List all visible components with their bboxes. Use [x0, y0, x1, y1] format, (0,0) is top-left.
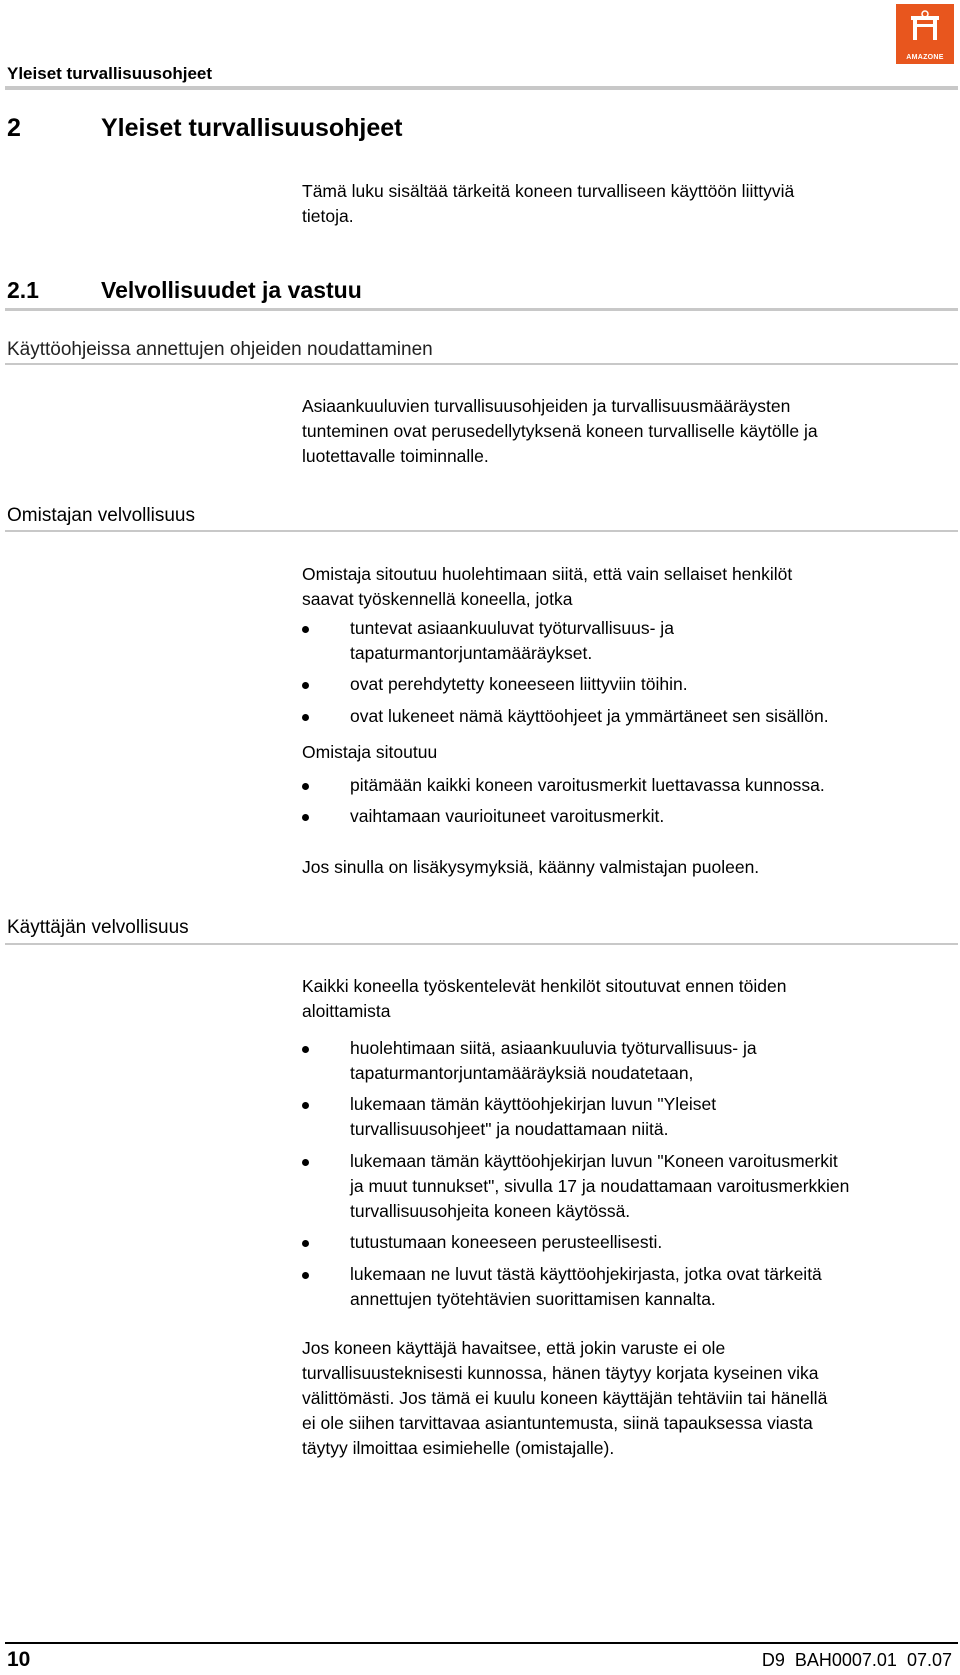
list-item-line: huolehtimaan siitä, asiaankuuluvia työturvallisuus- ja — [350, 1038, 757, 1058]
chapter-title: Yleiset turvallisuusohjeet — [101, 114, 403, 142]
running-header: Yleiset turvallisuusohjeet — [7, 64, 213, 83]
bullet-icon — [302, 783, 309, 790]
list-item — [302, 1092, 942, 1142]
list-item-line: lukemaan ne luvut tästä käyttöohjekirjasta, jotka ovat tärkeitä — [350, 1264, 822, 1284]
owner-duty-label: Omistajan velvollisuus — [7, 505, 195, 526]
owner-note: Jos sinulla on lisäkysymyksiä, käänny valmistajan puoleen. — [302, 857, 760, 877]
list-item-line: pitämään kaikki koneen varoitusmerkit luettavassa kunnossa. — [350, 775, 825, 795]
user-final-line-2: turvallisuusteknisesti kunnossa, hänen täytyy korjata kyseinen vika — [302, 1363, 819, 1383]
subsection-rule — [5, 363, 958, 365]
list-item-line: tuntevat asiaankuuluvat työturvallisuus- ja — [350, 618, 674, 638]
chapter-number: 2 — [7, 114, 21, 142]
list-item-line: turvallisuusohjeet" ja noudattamaan niitä. — [350, 1119, 669, 1139]
user-intro-line-2: aloittamista — [302, 1001, 391, 1021]
chapter-intro-line-1: Tämä luku sisältää tärkeitä koneen turvalliseen käyttöön liittyviä — [302, 181, 795, 201]
list-item-line: lukemaan tämän käyttöohjekirjan luvun "Koneen varoitusmerkit — [350, 1151, 838, 1171]
doc-code: D9 BAH0007.01 07.07 — [761, 1650, 952, 1670]
footer-rule — [5, 1642, 958, 1644]
user-final-line-4: ei ole siihen tarvittavaa asiantuntemusta, siinä tapauksessa viasta — [302, 1413, 813, 1433]
page-number: 10 — [7, 1648, 31, 1671]
bullet-icon — [302, 626, 309, 633]
list-item-line: ovat perehdytetty koneeseen liittyviin töihin. — [350, 674, 688, 694]
user-duty-label: Käyttäjän velvollisuus — [7, 917, 189, 938]
owner-intro-line-2: saavat työskennellä koneella, jotka — [302, 589, 573, 609]
bullet-icon — [302, 1102, 309, 1109]
user-rule — [5, 943, 958, 945]
bullet-icon — [302, 814, 309, 821]
user-final-line-1: Jos koneen käyttäjä havaitsee, että jokin varuste ei ole — [302, 1338, 726, 1358]
list-item — [302, 1036, 942, 1086]
list-item — [302, 704, 942, 729]
section-number: 2.1 — [7, 277, 39, 303]
list-item — [302, 672, 942, 697]
list-item-line: annettujen työtehtävien suorittamisen kannalta. — [350, 1289, 716, 1309]
user-final-line-3: välittömästi. Jos tämä ei kuulu koneen käyttäjän tehtäviin tai hänellä — [302, 1388, 828, 1408]
list-item-line: tapaturmantorjuntamääräyksiä noudatetaan, — [350, 1063, 694, 1083]
logo-text: AMAZONE — [906, 54, 944, 61]
user-final-line-5: täytyy ilmoittaa esimiehelle (omistajalle). — [302, 1438, 615, 1458]
bullet-icon — [302, 1046, 309, 1053]
subsection-para-line-3: luotettavalle toiminnalle. — [302, 446, 489, 466]
list-item-line: turvallisuusohjeita koneen käytössä. — [350, 1201, 631, 1221]
list-item — [302, 616, 942, 666]
list-item — [302, 1230, 942, 1255]
subsection-para-line-1: Asiaankuuluvien turvallisuusohjeiden ja turvallisuusmääräysten — [302, 396, 791, 416]
bullet-icon — [302, 714, 309, 721]
bullet-icon — [302, 1240, 309, 1247]
header-rule — [5, 86, 958, 90]
list-item — [302, 773, 942, 798]
list-item-line: tapaturmantorjuntamääräykset. — [350, 643, 593, 663]
list-item-line: lukemaan tämän käyttöohjekirjan luvun "Yleiset — [350, 1094, 717, 1114]
bullet-icon — [302, 1159, 309, 1166]
user-intro-line-1: Kaikki koneella työskentelevät henkilöt sitoutuvat ennen töiden — [302, 976, 787, 996]
subsection-para-line-2: tunteminen ovat perusedellytyksenä koneen turvalliselle käytölle ja — [302, 421, 818, 441]
list-item — [302, 804, 942, 829]
owner-commit: Omistaja sitoutuu — [302, 742, 438, 762]
list-item-line: ovat lukeneet nämä käyttöohjeet ja ymmärtäneet sen sisällön. — [350, 706, 829, 726]
sower-icon — [908, 10, 942, 44]
bullet-icon — [302, 682, 309, 689]
list-item-line: tutustumaan koneeseen perusteellisesti. — [350, 1232, 663, 1252]
subsection-title: Käyttöohjeissa annettujen ohjeiden noudattaminen — [7, 339, 433, 360]
list-item-line: ja muut tunnukset", sivulla 17 ja noudattamaan varoitusmerkkien — [350, 1176, 850, 1196]
section-rule — [5, 308, 958, 311]
chapter-intro-line-2: tietoja. — [302, 206, 354, 226]
amazone-logo — [896, 4, 954, 64]
section-title: Velvollisuudet ja vastuu — [101, 277, 362, 303]
list-item-line: vaihtamaan vaurioituneet varoitusmerkit. — [350, 806, 665, 826]
list-item — [302, 1262, 942, 1312]
owner-rule — [5, 530, 958, 532]
bullet-icon — [302, 1272, 309, 1279]
list-item — [302, 1149, 942, 1224]
owner-intro-line-1: Omistaja sitoutuu huolehtimaan siitä, että vain sellaiset henkilöt — [302, 564, 793, 584]
